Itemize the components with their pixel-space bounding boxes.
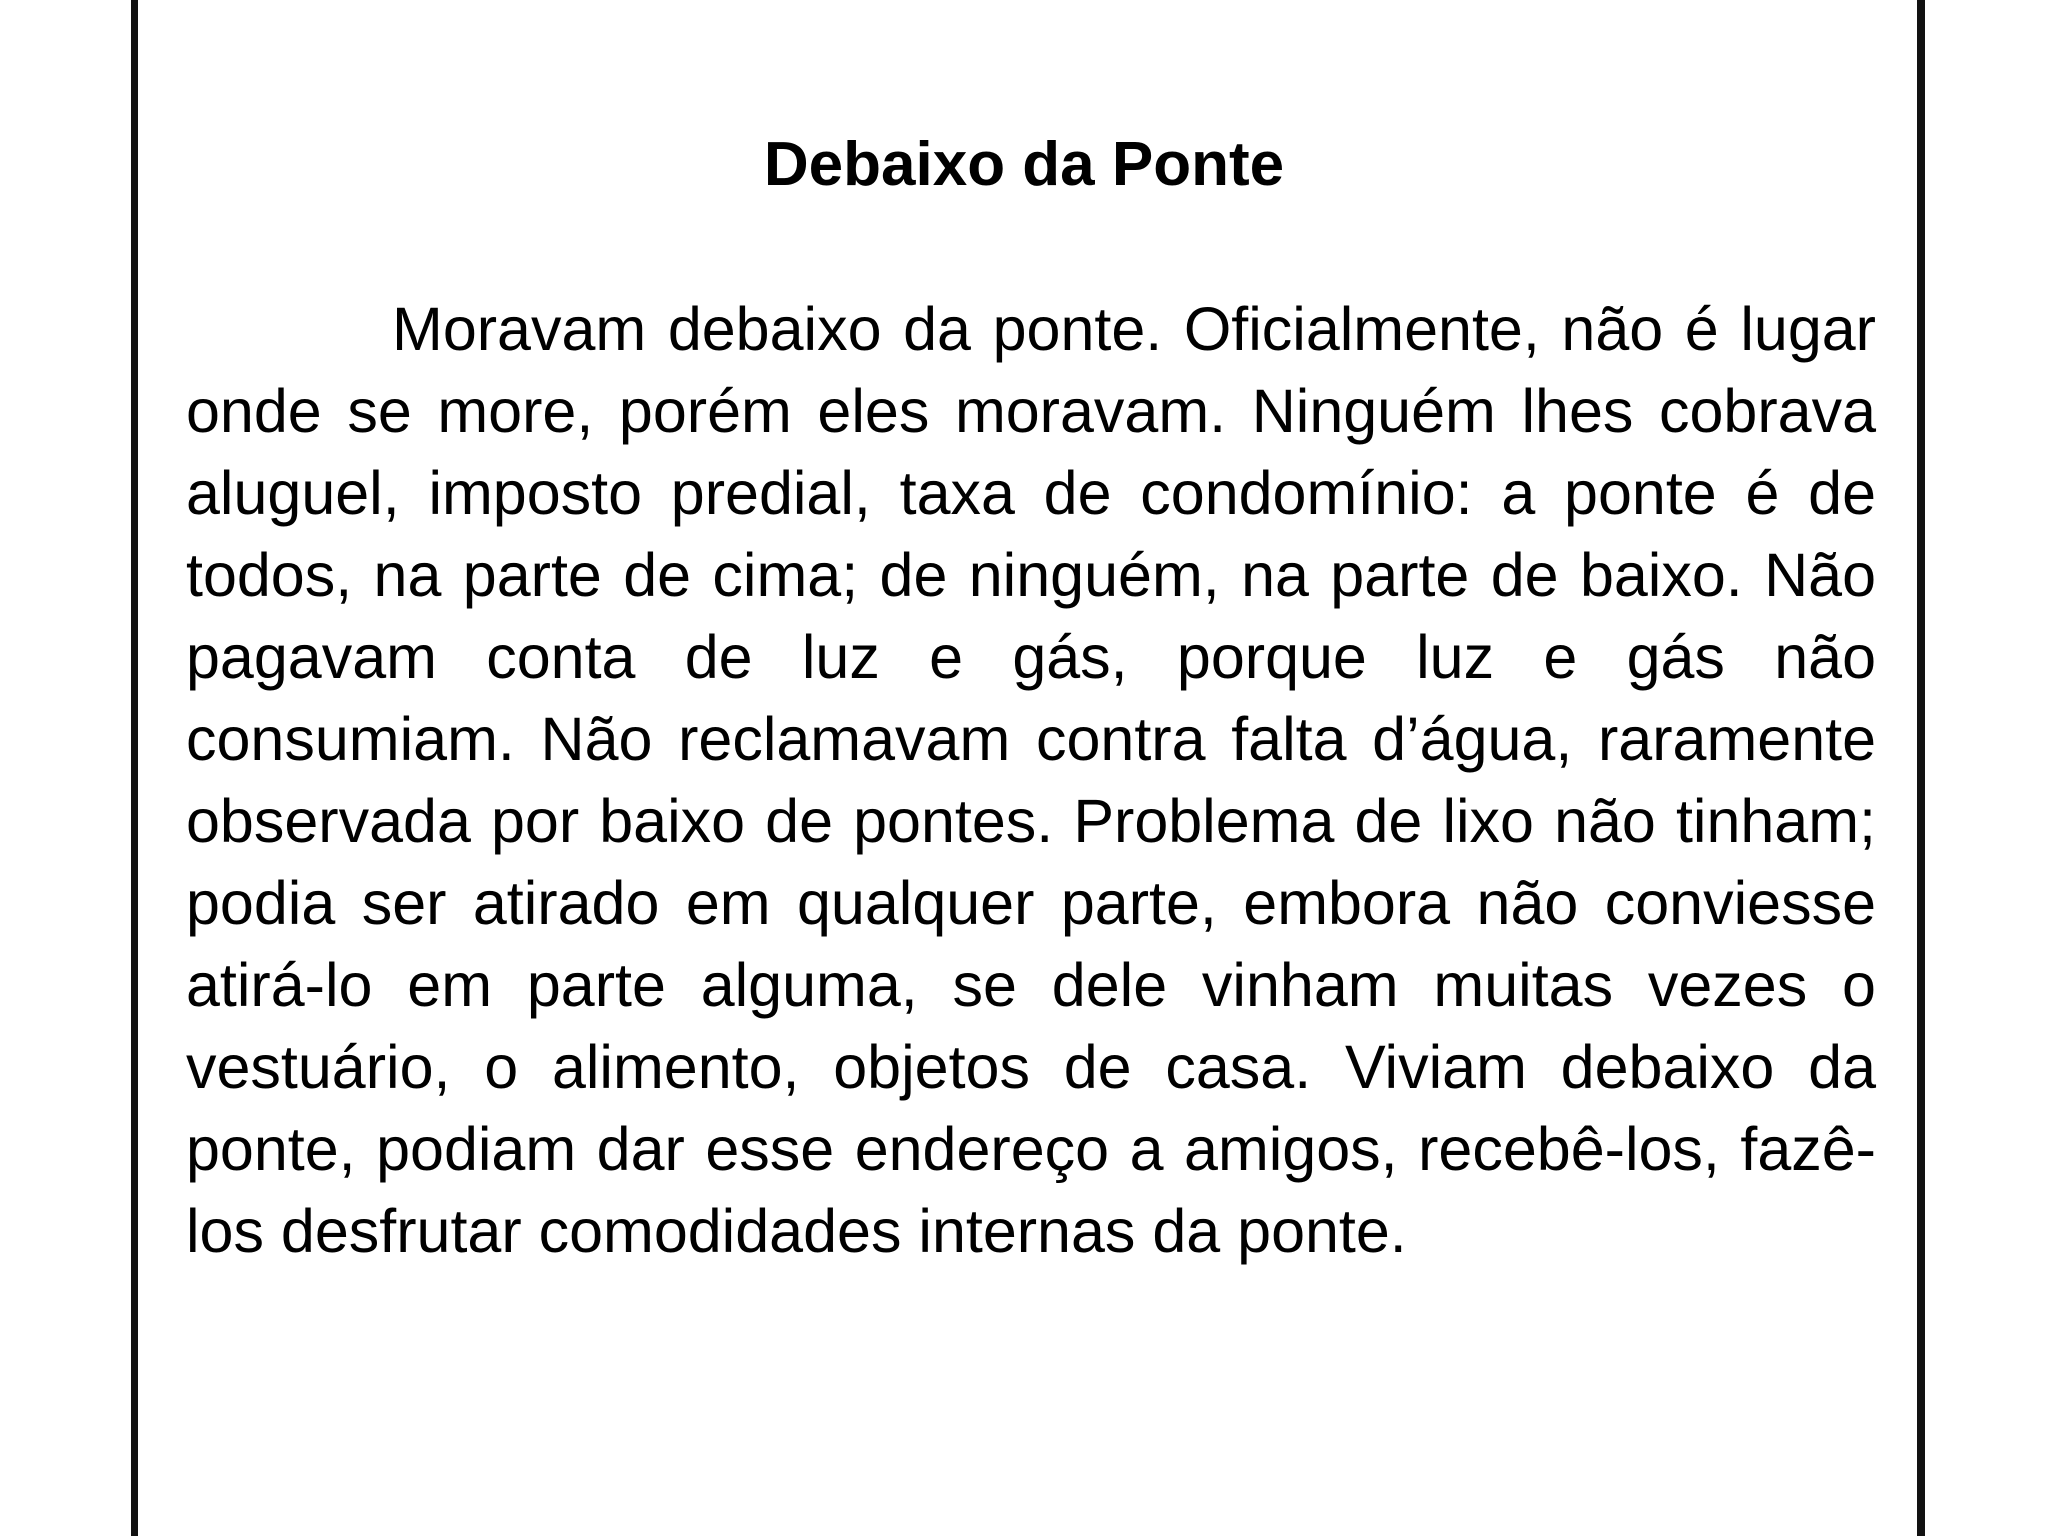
body-paragraph: Moravam debaixo da ponte. Oficialmente, não é lugar onde se more, porém eles moravam. Ninguém lhes cobrava aluguel, imposto predial, taxa de condomínio: a ponte é de todos, na parte de cima; de ninguém, na parte de baixo. Não pagavam conta de luz e gás, porque luz e gás não consumiam. Não reclamavam contra falta d’água, raramente observada por baixo de pontes. Problema de lixo não tinham; podia ser atirado em qualquer parte, embora não conviesse atirá-lo em parte alguma, se dele vinham muitas vezes o vestuário, o alimento, objetos de casa. Viviam debaixo da ponte, podiam dar esse endereço a amigos, recebê-los, fazê-los desfrutar comodidades internas da ponte. <box>186 295 1876 1265</box>
left-border-line <box>131 0 138 1536</box>
right-border-line <box>1917 0 1925 1536</box>
document-title: Debaixo da Ponte <box>763 130 1285 199</box>
